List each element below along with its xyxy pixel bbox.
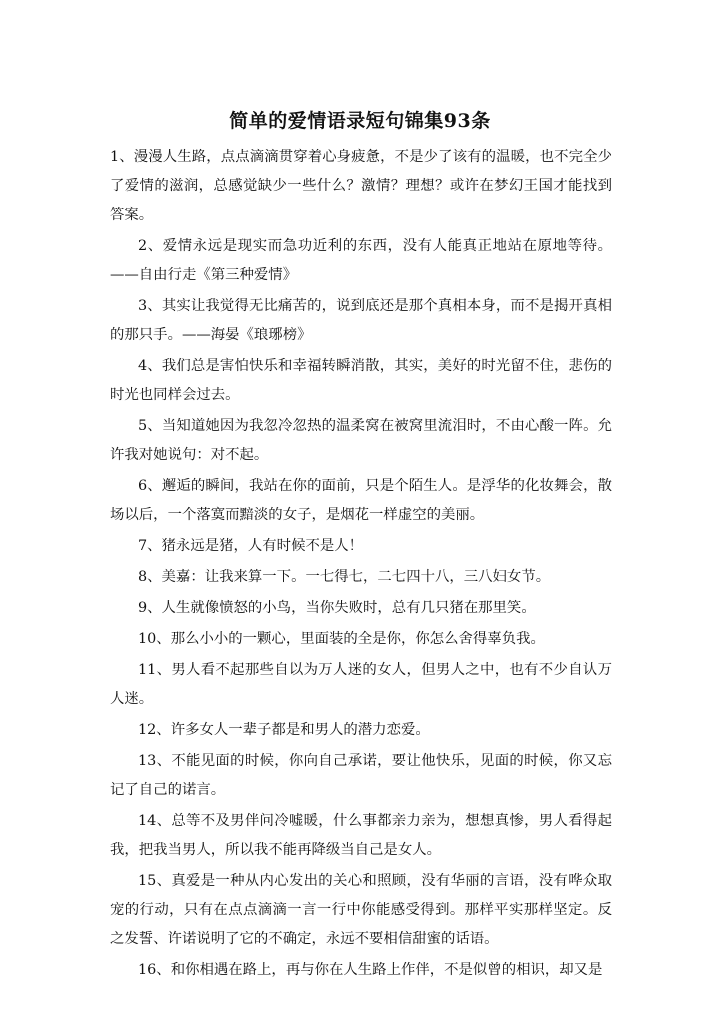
paragraph: 12、许多女人一辈子都是和男人的潜力恋爱。 [138,722,430,738]
paragraph: 10、那么小小的一颗心，里面装的全是你，你怎么舍得辜负我。 [138,631,545,647]
paragraph: 2、爱情永远是现实而急功近利的东西，没有人能真正地站在原地等待。——自由行走《第三种爱情》 [110,238,612,283]
paragraph: 14、总等不及男伴问冷嘘暖，什么事都亲力亲为，想想真惨，男人看得起我，把我当男人，所以我不能再降级当自己是女人。 [110,813,612,858]
document-body [110,143,612,987]
paragraph: 8、美嘉：让我来算一下。一七得七，二七四十八，三八妇女节。 [138,569,551,585]
document-title: 简单的爱情语录短句锦集93条 [229,110,491,132]
paragraph: 9、人生就像愤怒的小鸟，当你失败时，总有几只猪在那里笑。 [138,600,536,616]
paragraph: 13、不能见面的时候，你向自己承诺，要让他快乐，见面的时候，你又忘记了自己的诺言。 [110,753,612,798]
paragraph: 5、当知道她因为我忽冷忽热的温柔窝在被窝里流泪时，不由心酸一阵。允许我对她说句：对不起。 [110,418,612,463]
paragraph: 7、猪永远是猪，人有时候不是人！ [138,538,364,554]
paragraph: 4、我们总是害怕快乐和幸福转瞬消散，其实，美好的时光留不住，悲伤的时光也同样会过去。 [110,358,612,403]
paragraph: 1、漫漫人生路，点点滴滴贯穿着心身疲惫，不是少了该有的温暖，也不完全少了爱情的滋润，总感觉缺少一些什么？激情？理想？或许在梦幻王国才能找到答案。 [110,149,612,223]
paragraph: 6、邂逅的瞬间，我站在你的面前，只是个陌生人。是浮华的化妆舞会，散场以后，一个落寞而黯淡的女子，是烟花一样虚空的美丽。 [110,478,612,523]
paragraph: 16、和你相遇在路上，再与你在人生路上作伴，不是似曾的相识，却又是 [138,962,603,978]
paragraph: 11、男人看不起那些自以为万人迷的女人，但男人之中，也有不少自认万人迷。 [110,662,612,707]
paragraph: 3、其实让我觉得无比痛苦的，说到底还是那个真相本身，而不是揭开真相的那只手。——海晏《琅琊榜》 [110,298,612,343]
paragraph: 15、真爱是一种从内心发出的关心和照顾，没有华丽的言语，没有哗众取宠的行动，只有在点点滴滴一言一行中你能感受得到。那样平实那样坚定。反之发誓、许诺说明了它的不确定，永远不要相信甜蜜的话语。 [110,873,612,947]
